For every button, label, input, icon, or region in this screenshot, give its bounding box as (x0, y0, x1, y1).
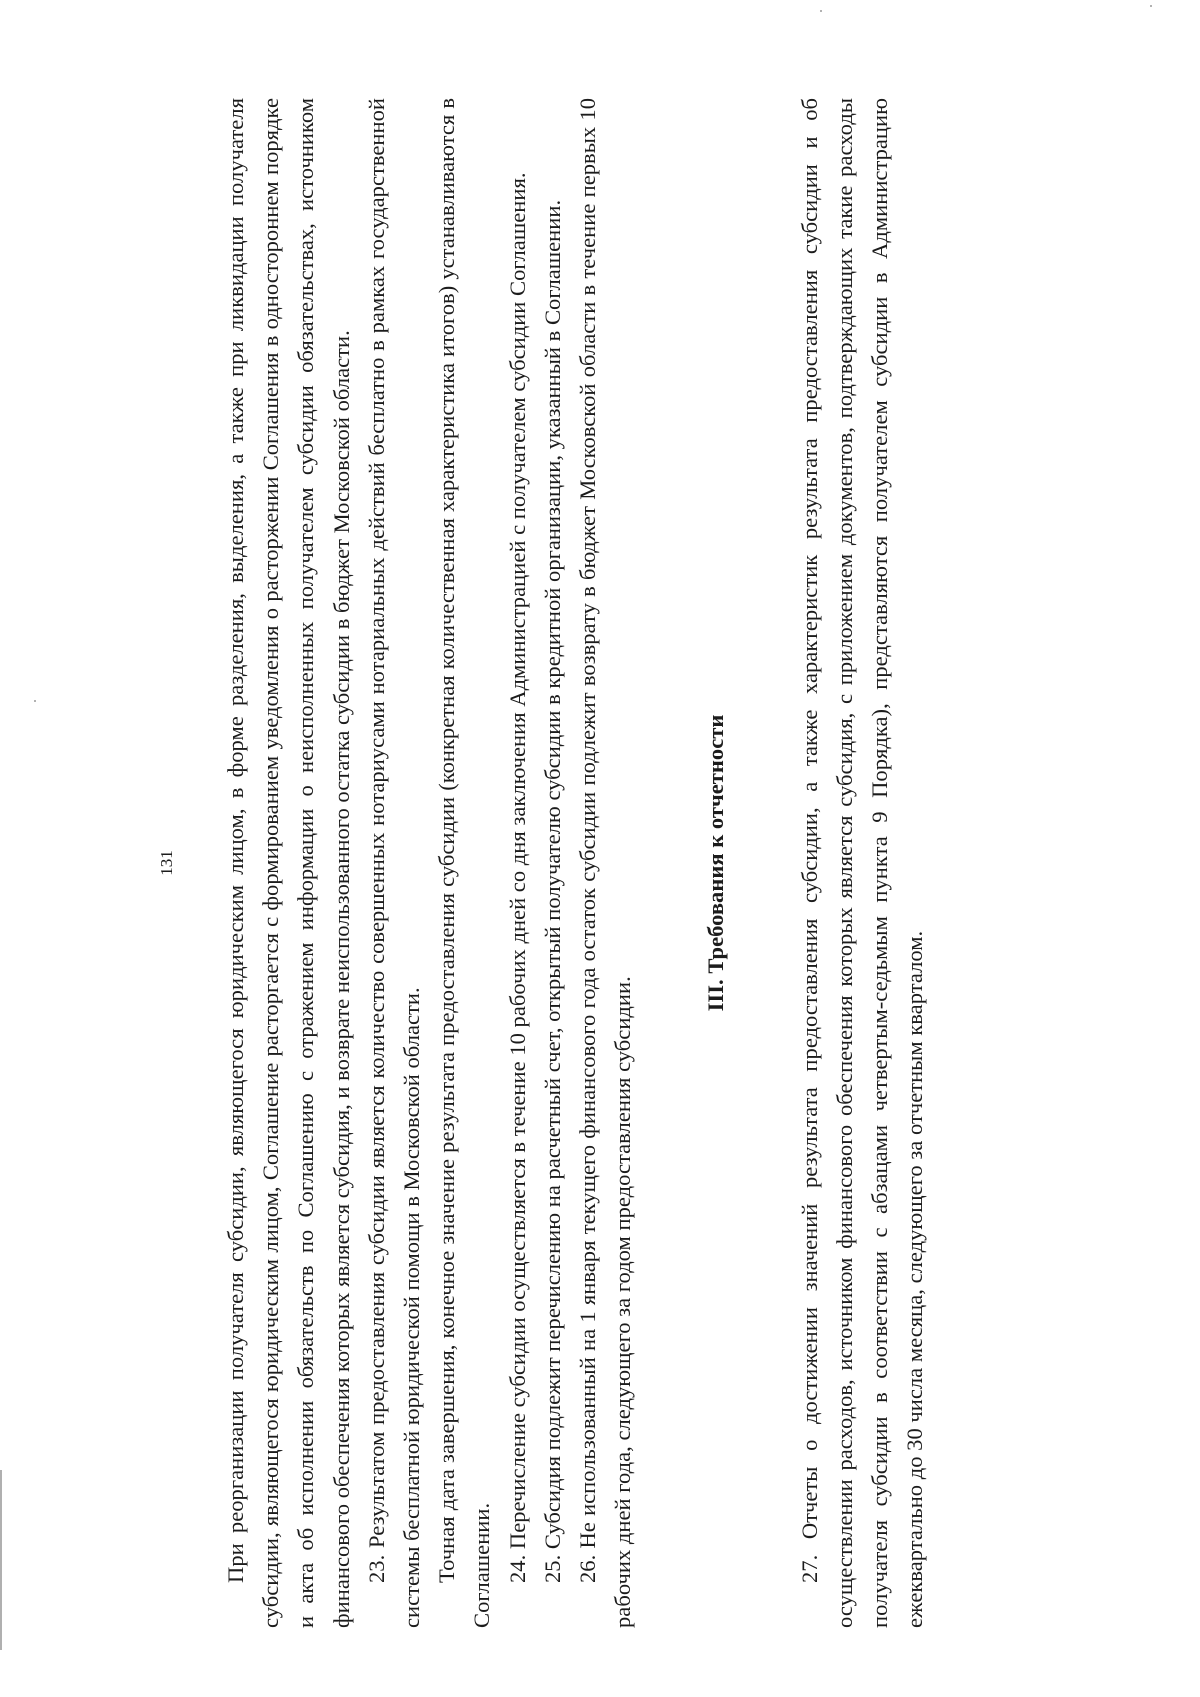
page-number: 131 (157, 850, 176, 876)
body-before-heading (218, 98, 640, 1628)
body-after-heading (792, 98, 933, 1628)
scan-speck (820, 10, 822, 12)
paragraph: 23. Результатом предоставления субсидии является количество совершенных нотариусами нотариальных действий бесплатно в рамках государственной системы бесплатной юридической помощи в Московской области. (363, 98, 425, 1628)
paragraph: 26. Не использованный на 1 января текущего финансового года остаток субсидии подлежит возврату в бюджет Московской области в течение первых 10 рабочих дней года, следующего за годом предоставления субсидии. (575, 98, 636, 1628)
section-heading: III. Требования к отчетности (703, 714, 729, 1012)
scan-speck (1150, 5, 1152, 7)
paragraph: 24. Перечисление субсидии осуществляется в течение 10 рабочих дней со дня заключения Администрацией с получателем субсидии Соглашения. (504, 172, 530, 1583)
paragraph: Точная дата завершения, конечное значение результата предоставления субсидии (конкретная количественная характеристика итогов) устанавливаются в Соглашении. (434, 98, 495, 1628)
scan-speck (34, 700, 36, 702)
paragraph: 27. Отчеты о достижении значений результата предоставления субсидии, а также характеристик результата предоставления субсидии и об осуществлении расходов, источником финансового обеспечения которых является субсидия, с приложением документов, подтверждающих такие расходы получателя субсидии в соответствии с абзацами четвертым-седьмым пункта 9 Порядка), представляются получателем субсидии в Администрацию ежеквартально до 30 числа месяца, следующего за отчетным кварталом. (796, 98, 928, 1628)
rotated-page (150, 98, 1080, 1628)
scan-edge-mark (0, 1470, 2, 1650)
paragraph: 25. Субсидия подлежит перечислению на расчетный счет, открытый получателю субсидии в кредитной организации, указанный в Соглашении. (539, 199, 565, 1583)
paragraph: При реорганизации получателя субсидии, являющегося юридическим лицом, в форме разделения, выделения, а также при ликвидации получателя субсидии, являющегося юридическим лицом, Соглашение расторгается с формированием уведомления о расторжении Соглашения в одностороннем порядке и акта об исполнении обязательств по Соглашению с отражением информации о неисполненных получателем субсидии обязательствах, источником финансового обеспечения которых является субсидия, и возврате неиспользованного остатка субсидии в бюджет Московской области. (223, 98, 354, 1628)
